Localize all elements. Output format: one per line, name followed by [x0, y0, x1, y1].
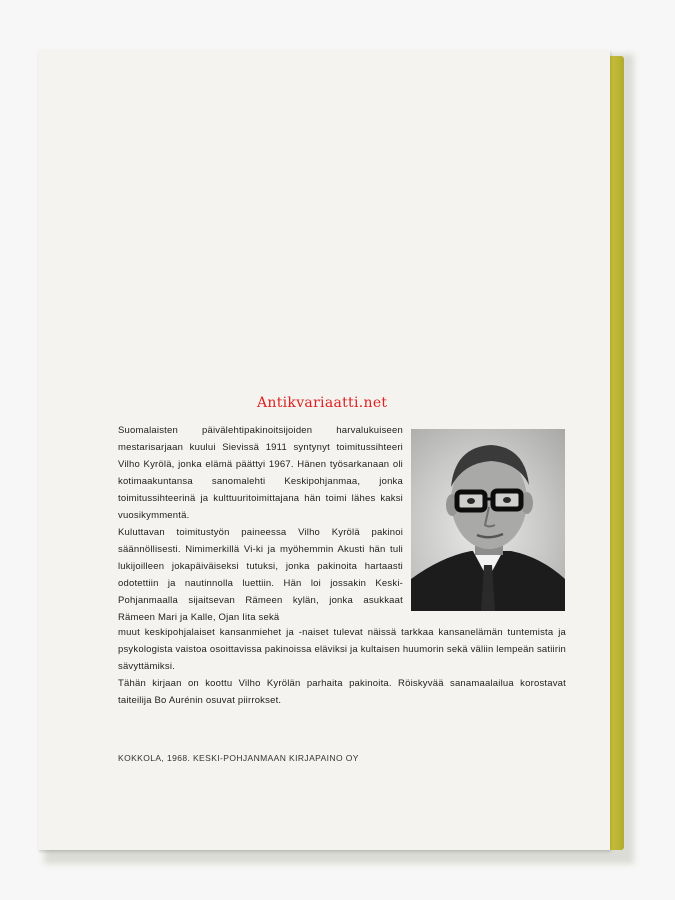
paragraph-collection: Tähän kirjaan on koottu Vilho Kyrölän parhaita pakinoita. Röiskyvää sanamaalailua korostavat taiteilija Bo Aurénin osuvat piirrokset. [118, 678, 566, 706]
paragraph-intro: Suomalaisten päivälehtipakinoitsijoiden harvalukuiseen mestarisarjaan kuului Sievissä 1911 syntynyt toimitussihteeri Vilho Kyrölä, jonka elämä päättyi 1967. Hänen työsarkanaan oli kotimaakuntansa sanomalehti Keskipohjanmaa, jonka toimitussihteerinä ja kulttuuritoimittajana hän toimi lähes kaksi vuosikymmentä. [118, 425, 403, 521]
publisher-imprint: KOKKOLA, 1968. KESKI-POHJANMAAN KIRJAPAINO OY [118, 753, 359, 763]
description-left-column [118, 422, 403, 626]
watermark: Antikvariaatti.net [257, 395, 388, 411]
paragraph-pakinat-lower: muut keskipohjalaiset kansanmiehet ja -naiset tulevat näissä tarkkaa kansanelämän tuntemista ja psykologista vaistoa osoittavissa pakinoissa eläviksi ja kultaisen huumorin sekä väliin lempeän satiirin sävyttämiksi. [118, 627, 566, 672]
paragraph-pakinat-upper: Kuluttavan toimitustyön paineessa Vilho Kyrölä pakinoi säännöllisesti. Nimimerkillä Vi-ki ja myöhemmin Akusti hän tuli lukijoilleen jokapäiväiseksi tutuksi, jonka pakinoita hartaasti odotettiin ja nautinnolla luettiin. Hän loi jossakin Keski-Pohjanmaalla sijaitsevan Rämeen kylän, jonka asukkaat Rämeen Mari ja Kalle, Ojan Iita sekä [118, 527, 403, 623]
portrait-illustration [411, 429, 565, 611]
description-full-width [118, 624, 566, 709]
author-portrait [411, 429, 565, 611]
